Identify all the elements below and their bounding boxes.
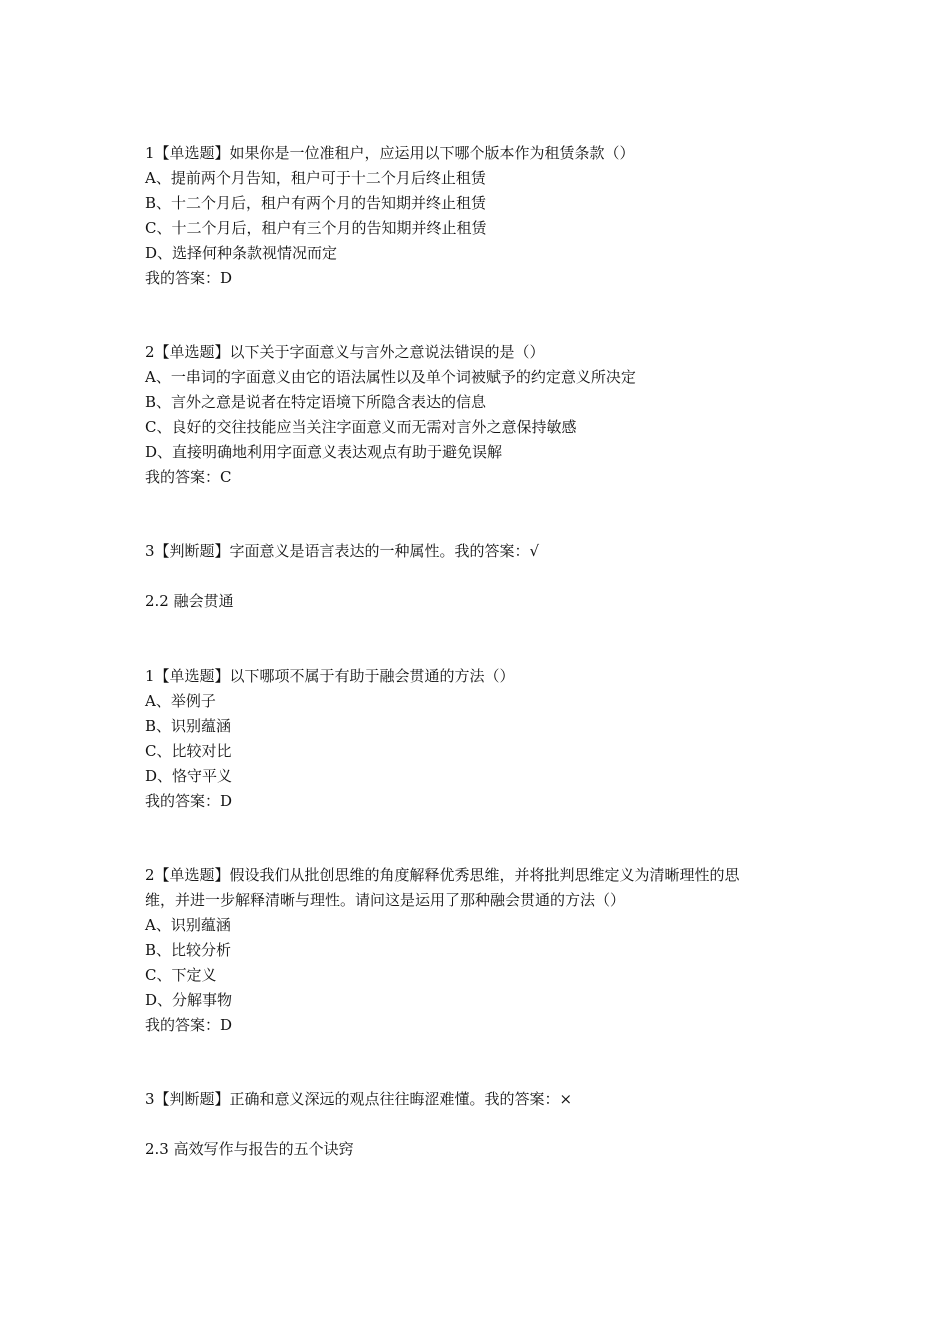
question-2-2-1-option-c: C、比较对比 xyxy=(145,742,232,760)
question-1-answer: 我的答案：D xyxy=(145,269,233,287)
question-1-option-c: C、十二个月后，租户有三个月的告知期并终止租赁 xyxy=(145,219,487,237)
section-heading-2-2: 2.2 融会贯通 xyxy=(145,592,234,610)
question-2-2-1-answer: 我的答案：D xyxy=(145,792,233,810)
question-1-option-a: A、提前两个月告知，租户可于十二个月后终止租赁 xyxy=(145,169,486,187)
question-2-option-c: C、良好的交往技能应当关注字面意义而无需对言外之意保持敏感 xyxy=(145,418,577,436)
question-2-2-2-option-c: C、下定义 xyxy=(145,966,217,984)
question-2-2-2-option-a: A、识别蕴涵 xyxy=(145,916,231,934)
judge-question-2-2-3: 3【判断题】正确和意义深远的观点往往晦涩难懂。我的答案：× xyxy=(145,1090,573,1108)
question-1-option-b: B、十二个月后，租户有两个月的告知期并终止租赁 xyxy=(145,194,487,212)
judge-question-3: 3【判断题】字面意义是语言表达的一种属性。我的答案：√ xyxy=(145,542,540,560)
question-1-stem: 1【单选题】如果你是一位准租户，应运用以下哪个版本作为租赁条款（） xyxy=(145,144,635,162)
question-2-answer: 我的答案：C xyxy=(145,468,232,486)
question-2-2-2-stem-line1: 2【单选题】假设我们从批创思维的角度解释优秀思维，并将批判思维定义为清晰理性的思 xyxy=(145,866,740,884)
question-2-2-1-option-b: B、识别蕴涵 xyxy=(145,717,232,735)
question-2-2-2-answer: 我的答案：D xyxy=(145,1016,233,1034)
question-2-option-d: D、直接明确地利用字面意义表达观点有助于避免误解 xyxy=(145,443,503,461)
section-heading-2-3: 2.3 高效写作与报告的五个诀窍 xyxy=(145,1140,354,1158)
question-2-stem: 2【单选题】以下关于字面意义与言外之意说法错误的是（） xyxy=(145,343,545,361)
question-2-option-a: A、一串词的字面意义由它的语法属性以及单个词被赋予的约定意义所决定 xyxy=(145,368,636,386)
question-2-2-1-stem: 1【单选题】以下哪项不属于有助于融会贯通的方法（） xyxy=(145,667,515,685)
question-2-2-1-option-a: A、举例子 xyxy=(145,692,216,710)
question-2-2-2-option-b: B、比较分析 xyxy=(145,941,232,959)
question-2-option-b: B、言外之意是说者在特定语境下所隐含表达的信息 xyxy=(145,393,487,411)
question-2-2-1-option-d: D、恪守平义 xyxy=(145,767,233,785)
question-2-2-2-stem-line2: 维，并进一步解释清晰与理性。请问这是运用了那种融会贯通的方法（） xyxy=(145,891,626,909)
question-2-2-2-option-d: D、分解事物 xyxy=(145,991,233,1009)
question-1-option-d: D、选择何种条款视情况而定 xyxy=(145,244,338,262)
